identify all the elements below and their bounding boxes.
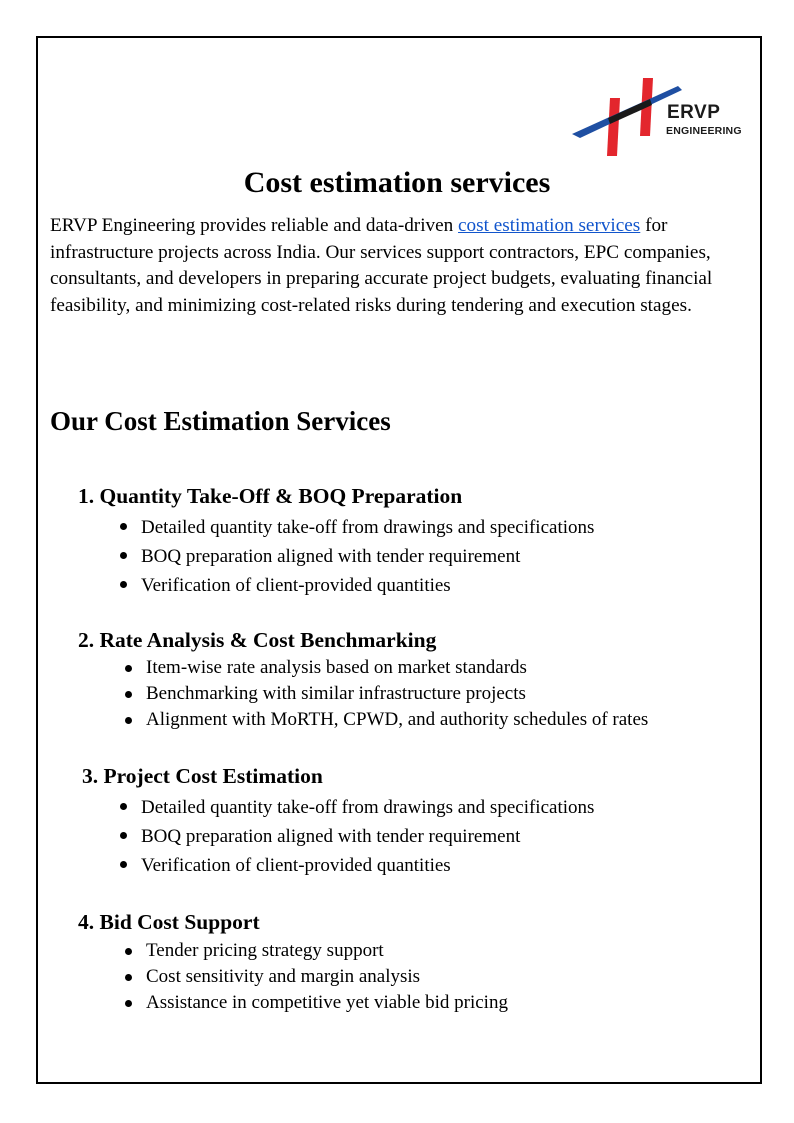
cost-estimation-link[interactable]: cost estimation services	[458, 215, 641, 236]
list-item: Detailed quantity take-off from drawings and specifications	[115, 513, 594, 542]
list-item: Item-wise rate analysis based on market standards	[120, 655, 648, 681]
service-heading: 2. Rate Analysis & Cost Benchmarking	[78, 628, 437, 652]
service-heading: 1. Quantity Take-Off & BOQ Preparation	[78, 484, 463, 508]
service-list	[115, 513, 594, 600]
intro-text-after: for infrastructure projects across India. Our services support contractors, EPC companies, consultants, and developers in preparing accurate project budgets, evaluating financial feasibility, and minimizing cost-related risks during tendering and execution stages.	[50, 215, 713, 316]
page-title: Cost estimation services	[243, 166, 551, 199]
intro-paragraph	[50, 213, 750, 319]
logo-wordmark: ERVP	[667, 102, 721, 123]
service-list	[120, 938, 508, 1016]
service-heading: 3. Project Cost Estimation	[82, 764, 323, 788]
service-list	[120, 655, 648, 733]
list-item: Verification of client-provided quantities	[115, 571, 594, 600]
section-title: Our Cost Estimation Services	[50, 406, 391, 436]
list-item: BOQ preparation aligned with tender requirement	[115, 822, 594, 851]
logo-subtitle: ENGINEERING	[666, 125, 742, 137]
service-list	[115, 793, 594, 880]
service-heading: 4. Bid Cost Support	[78, 910, 260, 934]
logo-red-bar-left	[607, 98, 620, 156]
list-item: Tender pricing strategy support	[120, 938, 508, 964]
list-item: Cost sensitivity and margin analysis	[120, 964, 508, 990]
list-item: Assistance in competitive yet viable bid pricing	[120, 990, 508, 1016]
list-item: Alignment with MoRTH, CPWD, and authority schedules of rates	[120, 707, 648, 733]
list-item: Verification of client-provided quantities	[115, 851, 594, 880]
list-item: Benchmarking with similar infrastructure projects	[120, 681, 648, 707]
list-item: BOQ preparation aligned with tender requirement	[115, 542, 594, 571]
list-item: Detailed quantity take-off from drawings and specifications	[115, 793, 594, 822]
intro-text-before: ERVP Engineering provides reliable and data-driven	[50, 215, 459, 236]
